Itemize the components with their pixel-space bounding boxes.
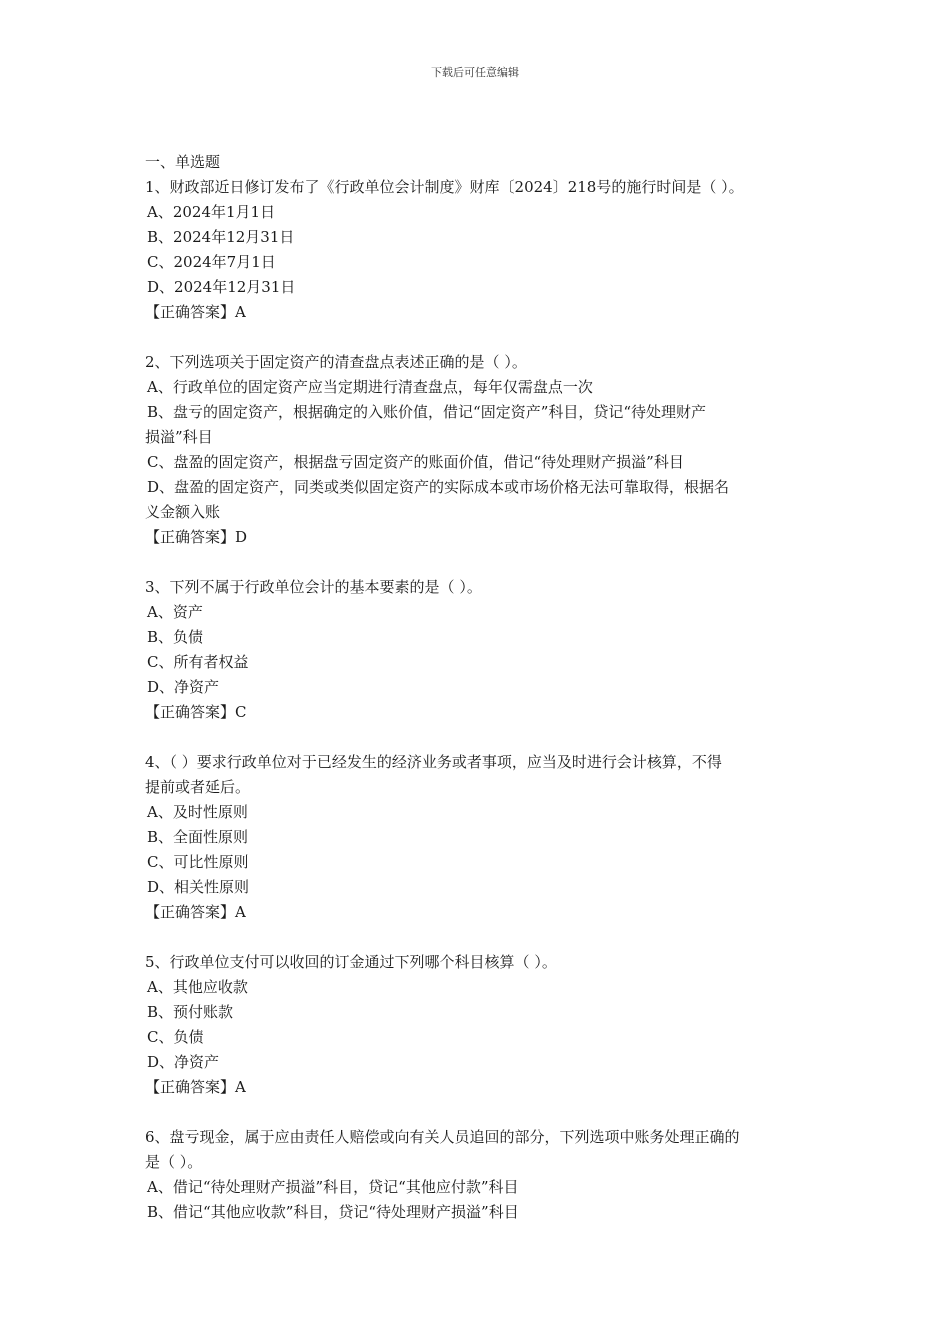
question-stem-continuation: 是（ ）。 xyxy=(145,1153,203,1171)
question-6 xyxy=(145,1125,810,1225)
option-d: D、相关性原则 xyxy=(147,878,250,896)
question-3 xyxy=(145,575,810,725)
option-a: A、2024年1月1日 xyxy=(147,203,276,221)
option-b: B、2024年12月31日 xyxy=(147,228,295,246)
option-c: C、可比性原则 xyxy=(147,853,249,871)
option-c: C、所有者权益 xyxy=(147,653,249,671)
option-a: A、资产 xyxy=(147,603,203,621)
option-d: D、盘盈的固定资产，同类或类似固定资产的实际成本或市场价格无法可靠取得，根据名 xyxy=(147,478,730,496)
section-title: 一、单选题 xyxy=(145,153,221,171)
question-stem: 3、下列不属于行政单位会计的基本要素的是（ ）。 xyxy=(145,578,482,596)
option-c: C、盘盈的固定资产，根据盘亏固定资产的账面价值，借记“待处理财产损溢”科目 xyxy=(147,453,684,471)
document-body xyxy=(145,150,810,1225)
correct-answer: 【正确答案】D xyxy=(145,528,248,546)
question-stem: 2、下列选项关于固定资产的清查盘点表述正确的是（ ）。 xyxy=(145,353,527,371)
option-a: A、其他应收款 xyxy=(147,978,248,996)
question-stem-continuation: 提前或者延后。 xyxy=(145,778,251,796)
option-d-continuation: 义金额入账 xyxy=(145,503,221,521)
option-d: D、净资产 xyxy=(147,678,220,696)
correct-answer: 【正确答案】C xyxy=(145,703,247,721)
correct-answer: 【正确答案】A xyxy=(145,903,246,921)
option-b: B、借记“其他应收款”科目，贷记“待处理财产损溢”科目 xyxy=(147,1203,519,1221)
question-stem: 5、行政单位支付可以收回的订金通过下列哪个科目核算（ ）。 xyxy=(145,953,557,971)
question-stem: 4、（ ）要求行政单位对于已经发生的经济业务或者事项，应当及时进行会计核算，不得 xyxy=(145,753,722,771)
correct-answer: 【正确答案】A xyxy=(145,1078,246,1096)
question-4 xyxy=(145,750,810,925)
option-c: C、负债 xyxy=(147,1028,204,1046)
question-1 xyxy=(145,175,810,325)
option-d: D、2024年12月31日 xyxy=(147,278,296,296)
option-d: D、净资产 xyxy=(147,1053,220,1071)
option-a: A、及时性原则 xyxy=(147,803,248,821)
question-2 xyxy=(145,350,810,550)
question-5 xyxy=(145,950,810,1100)
page-header: 下载后可任意编辑 xyxy=(431,66,519,79)
option-c: C、2024年7月1日 xyxy=(147,253,276,271)
option-b: B、负债 xyxy=(147,628,204,646)
option-a: A、行政单位的固定资产应当定期进行清查盘点，每年仅需盘点一次 xyxy=(147,378,593,396)
option-b-continuation: 损溢”科目 xyxy=(145,428,213,446)
option-b: B、预付账款 xyxy=(147,1003,234,1021)
option-a: A、借记“待处理财产损溢”科目，贷记“其他应付款”科目 xyxy=(147,1178,519,1196)
option-b: B、全面性原则 xyxy=(147,828,249,846)
question-stem: 1、财政部近日修订发布了《行政单位会计制度》财库〔2024〕218号的施行时间是（ ）。 xyxy=(145,178,744,196)
correct-answer: 【正确答案】A xyxy=(145,303,246,321)
option-b: B、盘亏的固定资产，根据确定的入账价值，借记“固定资产”科目，贷记“待处理财产 xyxy=(147,403,707,421)
question-stem: 6、盘亏现金，属于应由责任人赔偿或向有关人员追回的部分，下列选项中账务处理正确的 xyxy=(145,1128,740,1146)
